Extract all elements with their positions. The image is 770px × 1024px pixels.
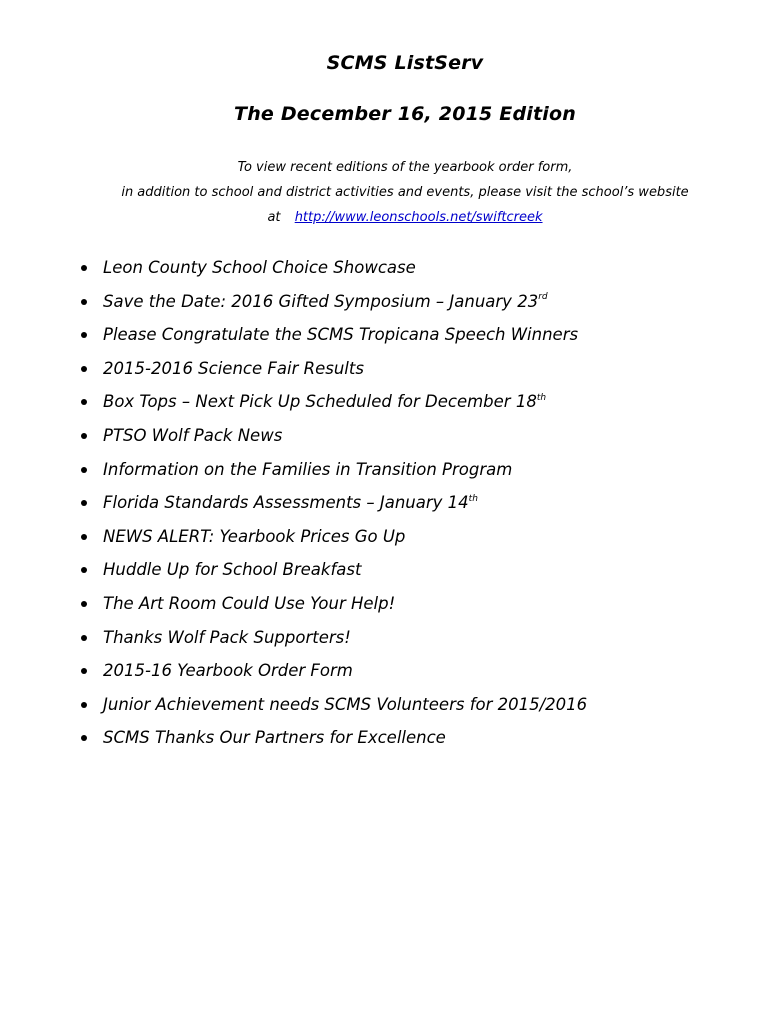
intro-line-3 — [0, 205, 770, 230]
bullet-icon — [81, 299, 87, 305]
list-item-text: 2015-2016 Science Fair Results — [103, 358, 364, 378]
list-item[interactable] — [78, 255, 587, 289]
list-item-text: Information on the Families in Transition Program — [103, 459, 513, 479]
ordinal-suffix: rd — [538, 292, 548, 303]
bullet-icon — [81, 265, 87, 271]
list-item-text: 2015-16 Yearbook Order Form — [103, 661, 353, 681]
bullet-icon — [81, 433, 87, 439]
list-item-text: Junior Achievement needs SCMS Volunteers for 2015/2016 — [103, 694, 588, 714]
list-item[interactable] — [78, 490, 587, 524]
ordinal-suffix: th — [536, 392, 547, 403]
bullet-icon — [81, 601, 87, 607]
bullet-icon — [81, 534, 87, 540]
list-item-text: Please Congratulate the SCMS Tropicana Speech Winners — [103, 325, 579, 345]
list-item[interactable] — [78, 625, 587, 659]
list-item-text: Leon County School Choice Showcase — [103, 258, 416, 277]
list-item[interactable] — [78, 457, 587, 491]
topics-list — [78, 255, 587, 759]
edition-heading: The December 16, 2015 Edition — [234, 103, 576, 125]
list-item-text: The Art Room Could Use Your Help! — [103, 593, 396, 613]
list-item[interactable] — [78, 557, 587, 591]
bullet-icon — [81, 702, 87, 708]
list-item[interactable] — [78, 356, 587, 390]
bullet-icon — [81, 735, 87, 741]
list-item[interactable] — [78, 692, 587, 726]
list-item[interactable] — [78, 389, 587, 423]
list-item-text: NEWS ALERT: Yearbook Prices Go Up — [103, 526, 406, 546]
list-item[interactable] — [78, 658, 587, 692]
page-title: SCMS ListServ — [326, 52, 484, 74]
intro-line-2: in addition to school and district activities and events, please visit the school’s website — [121, 185, 689, 200]
list-item-text: Box Tops – Next Pick Up Scheduled for December 18 — [103, 392, 537, 412]
bullet-icon — [81, 635, 87, 641]
list-item-text: Save the Date: 2016 Gifted Symposium – January 23 — [103, 291, 539, 311]
list-item[interactable] — [78, 591, 587, 625]
bullet-icon — [81, 366, 87, 372]
intro-line-3-prefix: at — [267, 210, 281, 225]
list-item-text: Huddle Up for School Breakfast — [103, 560, 362, 580]
bullet-icon — [81, 467, 87, 473]
intro-paragraph — [0, 155, 770, 230]
bullet-icon — [81, 332, 87, 338]
list-item[interactable] — [78, 423, 587, 457]
school-website-link[interactable]: http://www.leonschools.net/swiftcreek — [294, 210, 543, 225]
list-item[interactable] — [78, 322, 587, 356]
bullet-icon — [81, 399, 87, 405]
list-item-text: SCMS Thanks Our Partners for Excellence — [103, 728, 446, 748]
bullet-icon — [81, 500, 87, 506]
list-item-text: Thanks Wolf Pack Supporters! — [103, 627, 351, 647]
list-item[interactable] — [78, 725, 587, 759]
list-item[interactable] — [78, 289, 587, 323]
list-item[interactable] — [78, 524, 587, 558]
bullet-icon — [81, 668, 87, 674]
bullet-icon — [81, 567, 87, 573]
list-item-text: Florida Standards Assessments – January 14 — [103, 493, 469, 513]
list-item-text: PTSO Wolf Pack News — [103, 425, 283, 445]
ordinal-suffix: th — [468, 493, 478, 504]
intro-line-1: To view recent editions of the yearbook order form, — [237, 160, 573, 175]
